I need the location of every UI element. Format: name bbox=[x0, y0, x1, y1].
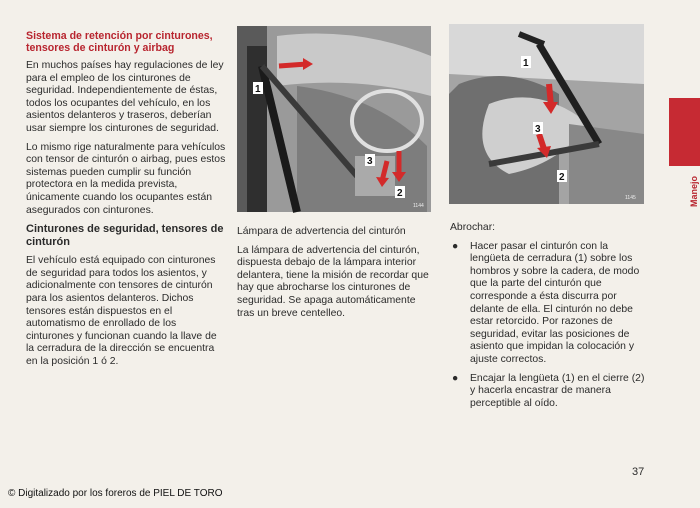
buckle-steps-list bbox=[450, 241, 648, 411]
bullet-icon: ● bbox=[452, 372, 459, 384]
page-number: 37 bbox=[632, 466, 645, 478]
buckle-step-1: Hacer pasar el cinturón con la lengüeta de cerradura (1) sobre los hombros y sobre la cadera, de modo que la parte del cinturón que corresponde a ésta discurra por delante de ella. El cinturón no debe estar retorcido. Por razones de seguridad, evitar las posiciones de asiento que impidan la colocación y ajuste correctos. bbox=[470, 240, 640, 365]
figure2-label-3: 3 bbox=[535, 124, 541, 135]
list-item bbox=[450, 241, 648, 367]
belt-figure-2 bbox=[449, 24, 644, 204]
left-column bbox=[26, 30, 226, 374]
belts-paragraph-1: El vehículo está equipado con cinturones de seguridad para todos los asientos, y adicionalmente con tensores de cinturón para los asientos delanteros. Dichos tensores están dispuestos en el automatismo de enrollado de los cinturones y funcionan cuando la llave de la cerradura de la dirección se encuentra en la posición 1 ó 2. bbox=[26, 255, 217, 367]
middle-column bbox=[237, 226, 435, 326]
buckle-step-2: Encajar la lengüeta (1) en el cierre (2) y hacerla encastrar de manera perceptible al oído. bbox=[470, 372, 645, 409]
side-tab-label bbox=[688, 175, 700, 209]
figure2-label-1: 1 bbox=[523, 58, 529, 69]
footer-credit: © Digitalizado por los foreros de PIEL DE TORO bbox=[8, 488, 223, 499]
belt-figure-1 bbox=[237, 26, 431, 212]
lamp-title: Lámpara de advertencia del cinturón bbox=[237, 226, 406, 237]
figure2-id: 1145 bbox=[625, 195, 636, 201]
section-heading-belts: Cinturones de seguridad, tensores de cinturón bbox=[26, 223, 224, 249]
list-item bbox=[450, 373, 648, 411]
figure2-label-2: 2 bbox=[559, 172, 565, 183]
side-tab-text: Manejo bbox=[689, 175, 699, 207]
figure1-label-1: 1 bbox=[255, 84, 261, 95]
belt-figure-2-drawing bbox=[449, 24, 644, 204]
section-heading-restraint: Sistema de retención por cinturones, tensores de cinturón y airbag bbox=[26, 30, 213, 54]
belt-figure-1-drawing bbox=[237, 26, 431, 212]
bullet-icon: ● bbox=[452, 240, 459, 252]
figure1-label-2: 2 bbox=[397, 188, 403, 199]
restraint-paragraph-1: En muchos países hay regulaciones de ley para el empleo de los cinturones de seguridad. Independientemente de éstas, todos los ocupantes del vehículo, en los asientos delanteros y traseros, deberían usar siempre los cinturones de seguridad. bbox=[26, 60, 224, 134]
restraint-paragraph-2: Lo mismo rige naturalmente para vehículos con tensor de cinturón o airbag, pues estos sistemas pueden cumplir su función protectora en la medida prevista, únicamente cuando los ocupantes están asegurados con cinturones. bbox=[26, 141, 226, 216]
buckle-title: Abrochar: bbox=[450, 222, 496, 233]
lamp-paragraph: La lámpara de advertencia del cinturón, dispuesta debajo de la lámpara interior delantera, tiene la misión de recordar que hay que abrocharse los cinturones de seguridad. Se apaga automáticamente tras un breve centelleo. bbox=[237, 244, 429, 319]
right-column bbox=[450, 222, 648, 416]
figure1-label-3: 3 bbox=[367, 156, 373, 167]
side-tab-marker bbox=[669, 98, 700, 166]
figure1-id: 1144 bbox=[413, 203, 424, 209]
